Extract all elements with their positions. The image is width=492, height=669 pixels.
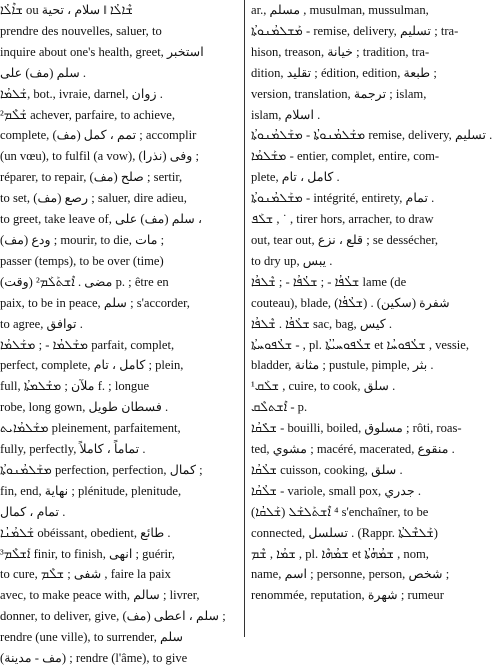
text-line: réparer, to repair, (مف) صلح ; sertir, bbox=[0, 170, 183, 185]
text-line: (وقت) مضى . ܐܶܫܬܰܠܰܡ² p. ; être en bbox=[0, 274, 169, 289]
text-line: inquire about one's health, greet, استخبر bbox=[0, 44, 204, 59]
text-line: ܫܠܳܩܳܐ - variole, small pox, جدري . bbox=[251, 483, 421, 498]
text-line: ar., مسلم , musulman, mussulman, bbox=[251, 3, 429, 17]
text-line: ܡܫܰܠܡܳܢܘܬܳܐ - ܡܫܰܠܡܳܢܘܬܳܐ remise, delivery, تسليم . bbox=[251, 128, 492, 143]
text-line: full, ملآن ; ܡܫܰܠܡܬܳܐ f. ; longue bbox=[0, 379, 150, 394]
text-line: ܡܫܰܠܡܳܢܘܬܳܐ perfection, perfection, كمال ; bbox=[0, 462, 203, 477]
text-line: ܫܰܠܡܳܐ, bot., ivraie, darnel, زوان . bbox=[0, 86, 163, 101]
text-line: ܫܠܺܩܳܐ - bouilli, boiled, مسلوق ; rôti, roas- bbox=[251, 421, 462, 436]
text-line: ܡܫܰܠܡܳܐ - ; ܡܫܰܠܡܳܐ parfait, complet, bbox=[0, 337, 175, 352]
text-line: ܡܫܰܠܡܳܐܝܬ pleinement, parfaitement, bbox=[0, 421, 181, 436]
text-line: islam, اسلام . bbox=[251, 107, 321, 122]
text-line: prendre des nouvelles, saluer, to bbox=[0, 23, 162, 38]
text-line: ܐܰܫܠܶܡ³ finir, to finish, انهى ; guérir, bbox=[0, 546, 175, 561]
text-line: perfect, complete, كامل ، تام ; plein, bbox=[0, 358, 184, 373]
text-line: paix, to be in peace, سلم ; s'accorder, bbox=[0, 295, 190, 310]
text-line: plete, كامل ، تام . bbox=[251, 170, 340, 185]
text-line: bladder, مثانة ; pustule, pimple, بثر . bbox=[251, 358, 434, 373]
text-line: dition, تقليد ; édition, edition, طبعة ; bbox=[251, 65, 437, 80]
text-line: (un vœu), to fulfil (a vow), (نذرا) وفى ; bbox=[0, 149, 200, 164]
text-line: ܫܠܰܩ¹ , cuire, to cook, سلق . bbox=[251, 379, 396, 394]
text-line: hison, treason, خيانة ; tradition, tra- bbox=[251, 44, 430, 59]
text-line: ܫܡܳܐ , ܫܶܡ , pl. ܫܡܳܗܶܐ et ܫܡܳܗܳܬܳܐ , nom, bbox=[251, 546, 429, 561]
text-line: ܫܠܳܦܘܚܬܳܐ - , pl. ܫܠܳܦܘܚܝܳܬܳܐ et ܫܠܳܦܘܚܳܐ , vessie, bbox=[251, 337, 470, 352]
text-line: connected, تسلسل . (Rappr. ܫܰܠܫܶܠܬܳܐ) bbox=[251, 525, 438, 540]
text-line: version, translation, ترجمة ; islam, bbox=[251, 86, 427, 101]
text-line: to dry up, يبس . bbox=[251, 253, 333, 268]
text-line: ܫܠܳܦܳܐ . ܫܶܠܦܳܐ sac, bag, كيس . bbox=[251, 316, 392, 331]
left-column bbox=[0, 0, 238, 666]
text-line: robe, long gown, فسطان طويل . bbox=[0, 400, 169, 415]
text-line: ܫܰܠܡܳܢܳܐ obéissant, obedient, طائع . bbox=[0, 525, 171, 540]
text-line: (مف - مدينة) ; rendre (l'âme), to give bbox=[0, 651, 188, 666]
text-line: complete, (مف) تمم ، كمل ; accomplir bbox=[0, 128, 197, 143]
right-column-text bbox=[251, 0, 492, 606]
text-line: to agree, توافق . bbox=[0, 316, 83, 331]
text-line: (مف) ودع ; mourir, to die, مات ; bbox=[0, 232, 165, 247]
left-column-text bbox=[0, 0, 238, 669]
text-line: ܡܫܰܠܡܳܢܘܬܳܐ - intégrité, entirety, تمام . bbox=[251, 191, 435, 206]
text-line: fin, end, نهاية ; plénitude, plenitude, bbox=[0, 483, 182, 498]
text-line: (ܫܰܠܩܳܐ) ⁴ ܐܶܫܬܰܠܫܰܠ s'enchaîner, to be bbox=[251, 504, 429, 519]
text-line: ܫܠܳܩܳܐ cuisson, cooking, سلق . bbox=[251, 462, 403, 477]
text-line: passer (temps), to be over (time) bbox=[0, 253, 164, 268]
text-line: renommée, reputation, شهرة ; rumeur bbox=[251, 588, 444, 603]
text-line: تمام ، كمال . bbox=[0, 504, 66, 519]
text-line: to set, (مف) رصع ; saluer, dire adieu, bbox=[0, 191, 187, 206]
text-line: ܫܠܳܦܳܐ - ; ܫܠܳܦܳܐ - ; ܫܶܠܦܳܐ lame (de bbox=[251, 274, 407, 289]
text-line: rendre (une ville), to surrender, سلم bbox=[0, 630, 184, 645]
right-column bbox=[251, 0, 492, 637]
text-line: ܫܐܶܠܳܐ ou ܫܶܐܠܳܐ ‖ سلام ، تحية bbox=[0, 3, 133, 17]
text-line: ted, مشوي ; macéré, macerated, منقوع . bbox=[251, 442, 455, 457]
text-line: name, اسم ; personne, person, شخص ; bbox=[251, 567, 450, 582]
text-line: سلم (مف) على . bbox=[0, 65, 87, 80]
text-line: ܐܶܫܬܠܶܩ - p. bbox=[251, 400, 308, 415]
text-line: avec, to make peace with, سالم ; livrer, bbox=[0, 588, 200, 603]
text-line: ܫܠܰܦ , ˙ , tirer hors, arracher, to draw bbox=[251, 212, 434, 227]
text-line: donner, to deliver, give, (مف) سلم ، اعطى ; bbox=[0, 609, 226, 624]
text-line: ܫܰܠܶܡ² achever, parfaire, to achieve, bbox=[0, 107, 175, 122]
text-line: to cure, شفى ; ܫܠܶܡ , faire la paix bbox=[0, 567, 171, 582]
text-line: to greet, take leave of, سلم (مف) على ، bbox=[0, 212, 203, 227]
text-line: ܡܫܰܠܡܳܐ - entier, complet, entire, com- bbox=[251, 149, 440, 164]
text-line: fully, perfectly, تماماً ، كاملاً . bbox=[0, 442, 146, 457]
column-divider bbox=[244, 0, 245, 637]
text-line: ܡܰܫܠܡܳܢܘܬܳܐ - remise, delivery, تسليم ; tra- bbox=[251, 23, 459, 38]
text-line: couteau), blade, شفرة (سكين) . (ܫܠܳܦܳܐ) bbox=[251, 295, 450, 310]
text-line: out, tear out, قلع ، نزع ; se dessécher, bbox=[251, 232, 439, 247]
